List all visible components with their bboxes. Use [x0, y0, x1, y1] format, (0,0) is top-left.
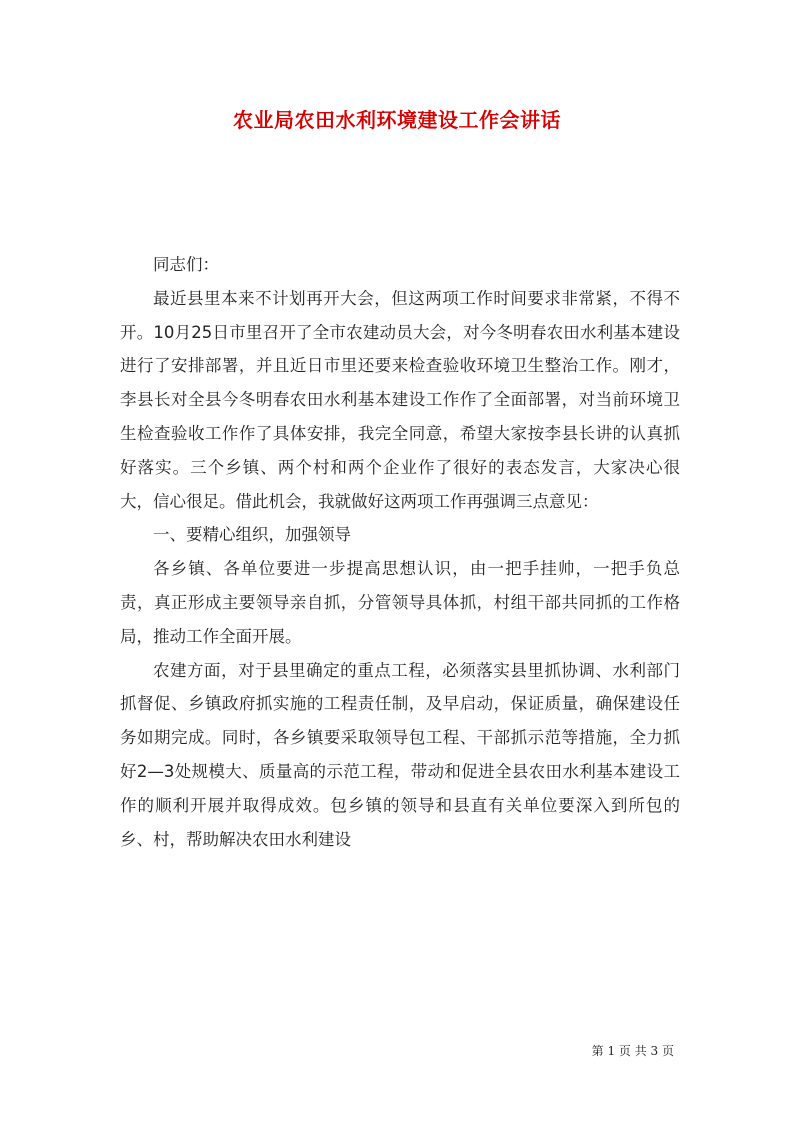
- document-title: 农业局农田水利环境建设工作会讲话: [233, 108, 561, 132]
- paragraph-intro: 最近县里本来不计划再开大会，但这两项工作时间要求非常紧，不得不开。10月25日市里召开了全市农建动员大会，对今冬明春农田水利基本建设进行了安排部署，并且近日市里还要来检查验收环境卫生整治工作。刚才，李县长对全县今冬明春农田水利基本建设工作作了全面部署，对当前环境卫生检查验收工作作了具体安排，我完全同意，希望大家按李县长讲的认真抓好落实。三个乡镇、两个村和两个企业作了很好的表态发言，大家决心很大，信心很足。借此机会，我就做好这两项工作再强调三点意见：: [120, 288, 680, 511]
- section-heading-1: 一、要精心组织，加强领导: [153, 525, 351, 545]
- document-body: [120, 248, 680, 856]
- paragraph-farmland: 农建方面，对于县里确定的重点工程，必须落实县里抓协调、水利部门抓督促、乡镇政府抓实施的工程责任制，及早启动，保证质量，确保建设任务如期完成。同时，各乡镇要采取领导包工程、干部抓示范等措施，全力抓好2—3处规模大、质量高的示范工程，带动和促进全县农田水利基本建设工作的顺利开展并取得成效。包乡镇的领导和县直有关单位要深入到所包的乡、村，帮助解决农田水利建设: [120, 660, 680, 849]
- paragraph-organization: 各乡镇、各单位要进一步提高思想认识，由一把手挂帅，一把手负总责，真正形成主要领导亲自抓，分管领导具体抓，村组干部共同抓的工作格局，推动工作全面开展。: [120, 559, 680, 646]
- page-number-footer: 第 1 页 共 3 页: [591, 1044, 674, 1058]
- salutation: 同志们：: [153, 255, 219, 274]
